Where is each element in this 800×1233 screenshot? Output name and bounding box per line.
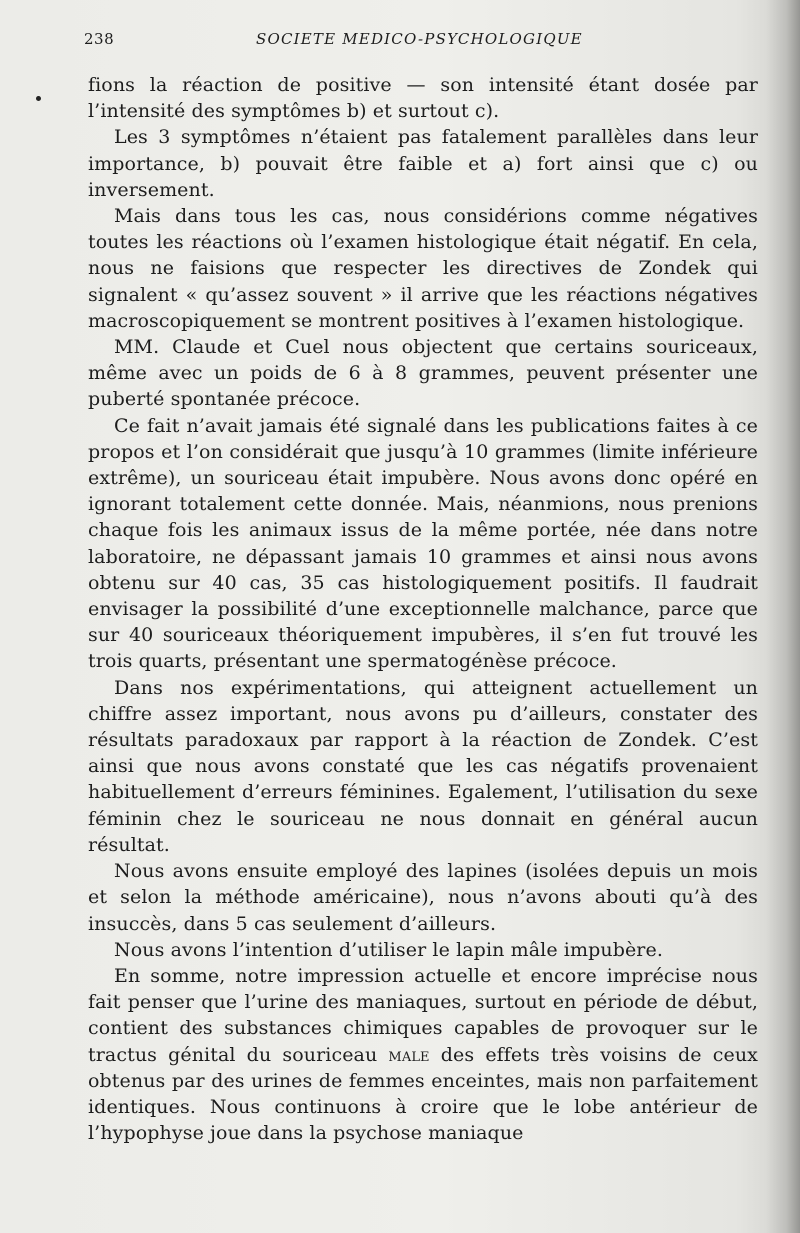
body-text [88, 72, 758, 1146]
paragraph: Nous avons ensuite employé des lapines (isolées depuis un mois et selon la méthode américaine), nous n’avons abouti qu’à des insuccès, dans 5 cas seulement d’ailleurs. [88, 860, 758, 935]
paragraph-last [88, 963, 758, 1146]
paragraph-text-before: En somme, notre impression actuelle et encore imprécise nous fait penser que l’urine des maniaques, surtout en période de début, contient des substances chimiques capables de provoquer sur le tractus génital du souriceau [88, 964, 758, 1066]
running-title: SOCIETE MEDICO-PSYCHOLOGIQUE [256, 30, 583, 48]
paragraph-text-after: des effets très voisins de ceux obtenus par des urines de femmes enceintes, mais non parfaitement identiques. Nous continuons à croire que le lobe antérieur de l’hypophyse joue dans la psychose maniaque [88, 1043, 758, 1145]
paragraph: Nous avons l’intention d’utiliser le lapin mâle impubère. [114, 938, 663, 961]
page-edge-shadow [766, 0, 800, 1233]
page-number: 238 [84, 30, 115, 48]
paragraph: Mais dans tous les cas, nous considérions comme négatives toutes les réactions où l’examen histologique était négatif. En cela, nous ne faisions que respecter les directives de Zondek qui signalent « qu’assez souvent » il arrive que les réactions négatives macroscopiquement se montrent positives à l’examen histologique. [88, 205, 758, 332]
paragraph: Dans nos expérimentations, qui atteignent actuellement un chiffre assez important, nous avons pu d’ailleurs, constater des résultats paradoxaux par rapport à la réaction de Zondek. C’est ainsi que nous avons constaté que les cas négatifs provenaient habituellement d’erreurs féminines. Egalement, l’utilisation du sexe féminin chez le souriceau ne nous donnait en général aucun résultat. [88, 676, 758, 856]
paragraph: MM. Claude et Cuel nous objectent que certains souriceaux, même avec un poids de 6 à 8 grammes, peuvent présenter une puberté spontanée précoce. [88, 336, 758, 411]
small-caps-word: male [388, 1043, 430, 1066]
margin-mark [36, 96, 41, 101]
page-header [84, 30, 756, 54]
paragraph: fions la réaction de positive — son intensité étant dosée par l’intensité des symptômes b) et surtout c). [88, 74, 758, 123]
paragraph: Ce fait n’avait jamais été signalé dans les publications faites à ce propos et l’on considérait que jusqu’à 10 grammes (limite inférieure extrême), un souriceau était impubère. Nous avons donc opéré en ignorant totalement cette donnée. Mais, néanmions, nous prenions chaque fois les animaux issus de la même portée, née dans notre laboratoire, ne dépassant jamais 10 grammes et ainsi nous avons obtenu sur 40 cas, 35 cas histologiquement positifs. Il faudrait envisager la possibilité d’une exceptionnelle malchance, parce que sur 40 souriceaux théoriquement impubères, il s’en fut trouvé les trois quarts, présentant une spermatogénèse précoce. [88, 414, 758, 673]
paragraph: Les 3 symptômes n’étaient pas fatalement parallèles dans leur importance, b) pouvait être faible et a) fort ainsi que c) ou inversement. [88, 126, 758, 201]
